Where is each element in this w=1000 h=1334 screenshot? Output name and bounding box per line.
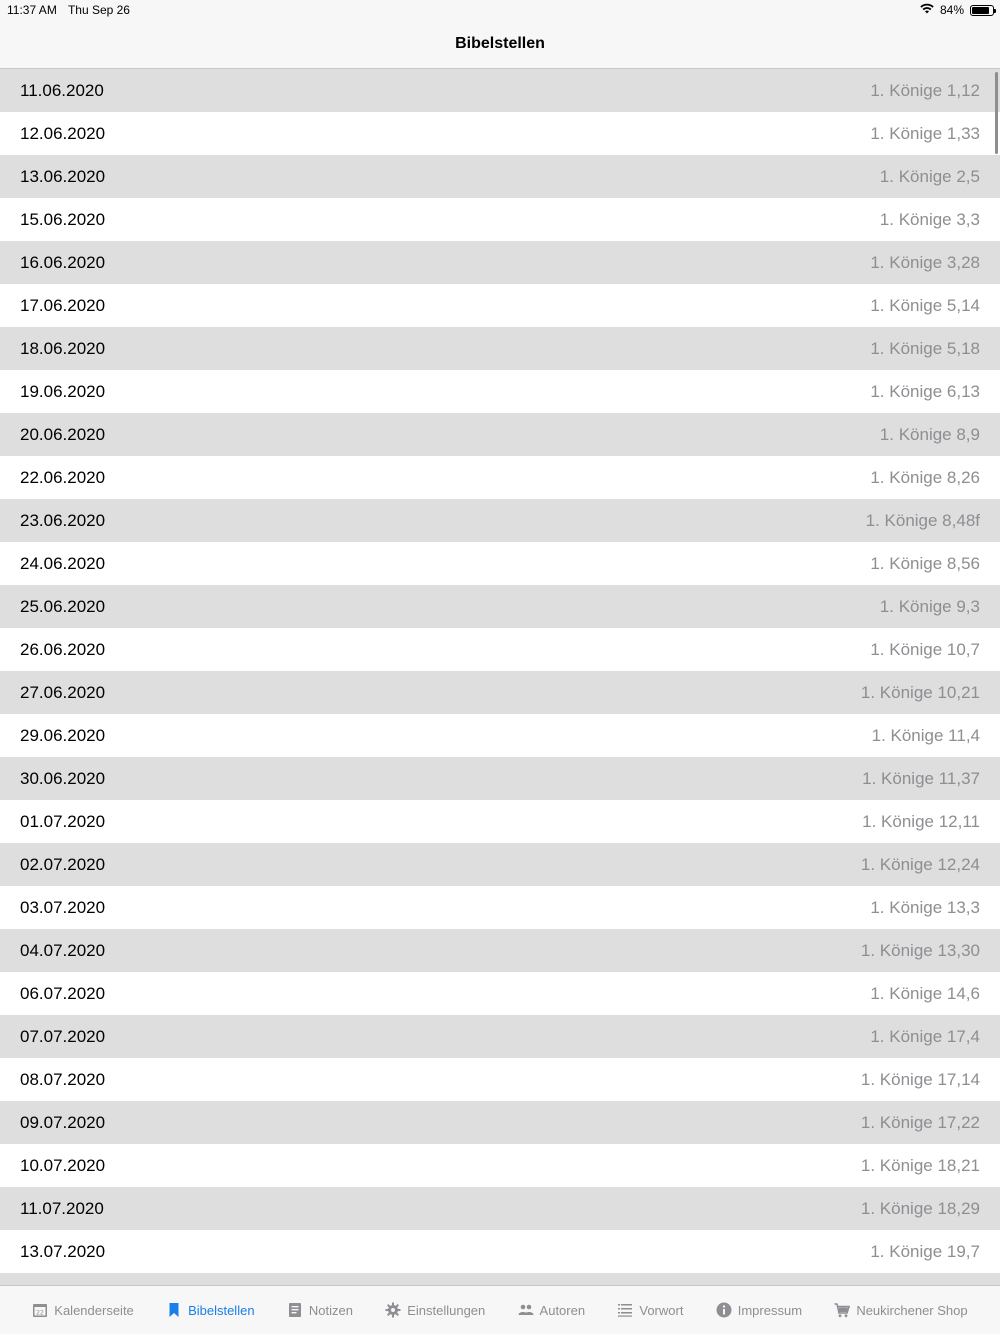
status-bar	[0, 0, 1000, 20]
list-item[interactable]	[0, 155, 1000, 198]
tab-label: Kalenderseite	[54, 1302, 134, 1318]
row-date: 13.07.2020	[20, 1241, 106, 1261]
tab-bibelstellen[interactable]	[166, 1302, 255, 1318]
page-title: Bibelstellen	[455, 35, 545, 52]
people-icon	[518, 1302, 534, 1318]
row-bible-reference: 1. Könige 5,14	[870, 295, 980, 315]
status-date: Thu Sep 26	[67, 3, 130, 17]
list-item[interactable]	[0, 413, 1000, 456]
calendar-icon	[32, 1302, 48, 1318]
row-date: 23.06.2020	[20, 510, 106, 530]
bible-references-list[interactable]	[0, 69, 1000, 1285]
row-date: 26.06.2020	[20, 639, 106, 659]
status-left	[7, 3, 138, 17]
row-bible-reference: 1. Könige 12,11	[862, 811, 980, 831]
row-date: 20.06.2020	[20, 424, 106, 444]
list-item[interactable]	[0, 843, 1000, 886]
list-item[interactable]	[0, 456, 1000, 499]
list-icon	[617, 1302, 633, 1318]
row-bible-reference: 1. Könige 8,56	[870, 553, 980, 573]
row-bible-reference: 1. Könige 11,37	[862, 768, 980, 788]
list-item[interactable]	[0, 628, 1000, 671]
row-date: 02.07.2020	[20, 854, 106, 874]
battery-icon	[970, 5, 994, 16]
tab-label: Vorwort	[639, 1302, 684, 1318]
tab-impressum[interactable]	[716, 1302, 802, 1318]
row-date: 12.06.2020	[20, 123, 106, 143]
list-item[interactable]	[0, 929, 1000, 972]
status-time: 11:37 AM	[7, 3, 57, 17]
row-date: 03.07.2020	[20, 897, 106, 917]
list-item[interactable]	[0, 327, 1000, 370]
row-bible-reference: 1. Könige 18,29	[860, 1198, 980, 1218]
tab-label: Impressum	[737, 1302, 803, 1318]
row-bible-reference: 1. Könige 9,3	[879, 596, 980, 616]
list-item[interactable]	[0, 69, 1000, 112]
row-date: 11.07.2020	[20, 1198, 104, 1218]
row-date: 29.06.2020	[20, 725, 106, 745]
row-bible-reference: 1. Könige 13,3	[870, 897, 980, 917]
tab-autoren[interactable]	[518, 1302, 586, 1318]
tab-bar	[0, 1285, 1000, 1334]
row-bible-reference: 1. Könige 5,18	[870, 338, 980, 358]
tab-einstellungen[interactable]	[385, 1302, 485, 1318]
list-item[interactable]	[0, 198, 1000, 241]
notes-icon	[287, 1302, 303, 1318]
tab-kalenderseite[interactable]	[32, 1302, 134, 1318]
tab-label: Einstellungen	[407, 1302, 486, 1318]
row-date: 01.07.2020	[20, 811, 106, 831]
list-item[interactable]	[0, 1273, 1000, 1285]
row-date: 09.07.2020	[20, 1112, 106, 1132]
row-date: 13.06.2020	[20, 166, 106, 186]
row-bible-reference: 1. Könige 1,12	[870, 80, 980, 100]
list-item[interactable]	[0, 499, 1000, 542]
scroll-indicator[interactable]	[995, 72, 998, 154]
row-date: 18.06.2020	[20, 338, 106, 358]
list-item[interactable]	[0, 972, 1000, 1015]
tab-label: Bibelstellen	[188, 1302, 255, 1318]
list-item[interactable]	[0, 284, 1000, 327]
list-item[interactable]	[0, 714, 1000, 757]
tab-label: Notizen	[308, 1302, 353, 1318]
row-bible-reference: 1. Könige 8,48f	[865, 510, 980, 530]
row-bible-reference: 1. Könige 8,9	[879, 424, 980, 444]
list-item[interactable]	[0, 1230, 1000, 1273]
row-bible-reference: 1. Könige 13,30	[860, 940, 980, 960]
list-item[interactable]	[0, 1015, 1000, 1058]
list-item[interactable]	[0, 1187, 1000, 1230]
row-bible-reference: 1. Könige 6,13	[870, 381, 980, 401]
navigation-bar	[0, 20, 1000, 69]
list-item[interactable]	[0, 112, 1000, 155]
row-bible-reference: 1. Könige 10,21	[860, 682, 980, 702]
row-bible-reference: 1. Könige 14,6	[870, 983, 980, 1003]
row-date: 22.06.2020	[20, 467, 106, 487]
row-bible-reference: 1. Könige 8,26	[870, 467, 980, 487]
row-bible-reference: 1. Könige 3,3	[879, 209, 980, 229]
row-bible-reference: 1. Könige 11,4	[871, 725, 980, 745]
row-date: 15.06.2020	[20, 209, 106, 229]
svg-text:22: 22	[36, 1309, 45, 1317]
list-item[interactable]	[0, 370, 1000, 413]
row-bible-reference: 1. Könige 17,22	[860, 1112, 980, 1132]
tab-label: Neukirchener Shop	[856, 1302, 968, 1318]
row-date: 30.06.2020	[20, 768, 106, 788]
row-bible-reference: 1. Könige 17,4	[870, 1026, 980, 1046]
row-date: 16.06.2020	[20, 252, 106, 272]
status-right	[920, 3, 994, 17]
row-bible-reference: 1. Könige 12,24	[860, 854, 980, 874]
tab-label: Autoren	[539, 1302, 586, 1318]
wifi-icon	[920, 3, 934, 17]
list-item[interactable]	[0, 1101, 1000, 1144]
list-item[interactable]	[0, 585, 1000, 628]
row-bible-reference: 1. Könige 10,7	[870, 639, 980, 659]
row-bible-reference: 1. Könige 3,28	[870, 252, 980, 272]
battery-percent: 84%	[939, 3, 964, 17]
list-item[interactable]	[0, 800, 1000, 843]
list-item[interactable]	[0, 886, 1000, 929]
tab-notizen[interactable]	[287, 1302, 353, 1318]
row-bible-reference: 1. Könige 2,5	[879, 166, 980, 186]
row-date: 08.07.2020	[20, 1069, 106, 1089]
row-bible-reference: 1. Könige 18,21	[860, 1155, 980, 1175]
row-bible-reference: 1. Könige 17,14	[860, 1069, 980, 1089]
cart-icon	[834, 1302, 850, 1318]
row-date: 25.06.2020	[20, 596, 106, 616]
bookmark-icon	[166, 1302, 182, 1318]
row-bible-reference: 1. Könige 1,33	[870, 123, 980, 143]
row-date: 06.07.2020	[20, 983, 106, 1003]
row-date: 11.06.2020	[20, 80, 104, 100]
row-bible-reference: 1. Könige 19,7	[870, 1241, 980, 1261]
row-date: 04.07.2020	[20, 940, 106, 960]
row-date: 17.06.2020	[20, 295, 106, 315]
tab-neukirchener-shop[interactable]	[834, 1302, 967, 1318]
list-item[interactable]	[0, 757, 1000, 800]
list-item[interactable]	[0, 671, 1000, 714]
row-date: 27.06.2020	[20, 682, 106, 702]
row-date: 24.06.2020	[20, 553, 106, 573]
list-item[interactable]	[0, 1058, 1000, 1101]
row-date: 10.07.2020	[20, 1155, 106, 1175]
tab-vorwort[interactable]	[617, 1302, 683, 1318]
list-item[interactable]	[0, 241, 1000, 284]
list-item[interactable]	[0, 1144, 1000, 1187]
info-icon	[716, 1302, 732, 1318]
list-item[interactable]	[0, 542, 1000, 585]
row-date: 07.07.2020	[20, 1026, 106, 1046]
gear-icon	[385, 1302, 401, 1318]
row-date: 19.06.2020	[20, 381, 106, 401]
